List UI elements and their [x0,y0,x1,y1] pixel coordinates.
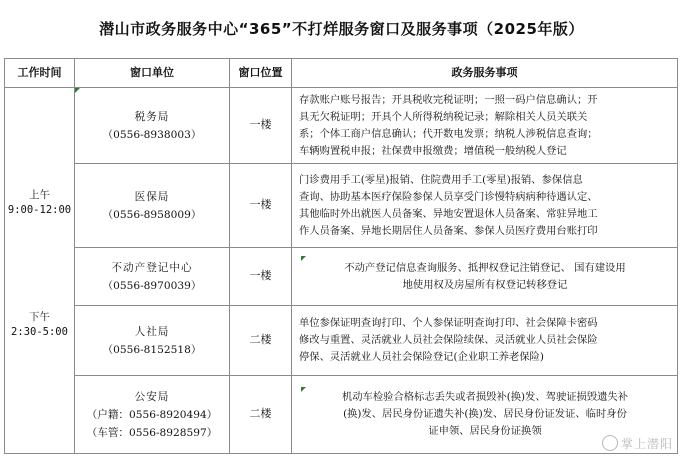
services-cell: 存款账户账号报告；开具税收完税证明；一照一码户信息确认；开 具无欠税证明；开具个人所得税纳税记录；解除相关人员关联关 系；个体工商户信息确认；代开数电发票；纳税人涉税信息查询； 车辆购置税申报；社保费申报缴费；增值税一般纳税人登记 [292,88,678,164]
unit-name: 人社局 [134,325,170,338]
header-work-time: 工作时间 [5,59,75,88]
floor-cell: 一楼 [230,88,292,164]
unit-cell [75,248,230,306]
unit-phone: （0556-8970039） [102,279,202,292]
morning-hours: 上午 9:00-12:00 [7,189,72,216]
cell-corner-marker [75,88,80,93]
afternoon-hours: 下午 2:30-5:00 [11,311,68,338]
table-row [5,88,678,164]
unit-cell [75,306,230,376]
table-row [5,248,678,306]
unit-name: 不动产登记中心 [111,261,193,274]
table-row [5,376,678,454]
watermark: 掌上潜阳 [602,435,673,452]
unit-cell [75,164,230,248]
header-window-location: 窗口位置 [230,59,292,88]
unit-name: 公安局 [134,390,170,403]
services-cell: 不动产登记信息查询服务、抵押权登记注销登记、 国有建设用 地使用权及房屋所有权登记转移登记 [292,248,678,306]
unit-phone: （0556-8152518） [102,343,202,356]
table-header-row [5,59,678,88]
unit-name: 税务局 [134,110,170,123]
unit-phone: （0556-8958009） [102,208,202,221]
services-cell: 门诊费用手工(零星)报销、住院费用手工(零星)报销、参保信息 查询、协助基本医疗保险参保人员享受门诊慢特病病种待遇认定、 其他临时外出就医人员备案、异地安置退休人员备案、常驻异地工 作人员备案、异地长期居住人员备案、参保人员医疗费用台账打印 [292,164,678,248]
service-table [4,58,678,454]
unit-phone: （0556-8938003） [102,128,202,141]
floor-cell: 一楼 [230,248,292,306]
header-services: 政务服务事项 [292,59,678,88]
services-cell: 机动车检验合格标志丢失或者损毁补(换)发、驾驶证损毁遗失补 (换)发、居民身份证遗失补(换)发、居民身份证发证、临时身份 证申领、居民身份证换领 [292,376,678,454]
work-time-cell [5,88,75,454]
unit-phone: （车管：0556-8928597） [86,426,218,439]
floor-cell: 二楼 [230,306,292,376]
watermark-logo-icon [602,435,618,451]
floor-cell: 一楼 [230,164,292,248]
cell-corner-marker [301,387,306,392]
table-row [5,306,678,376]
page-title: 潜山市政务服务中心“365”不打烊服务窗口及服务事项（2025年版） [99,19,584,38]
floor-cell: 二楼 [230,376,292,454]
unit-cell [75,376,230,454]
header-window-unit: 窗口单位 [75,59,230,88]
cell-corner-marker [301,256,306,261]
unit-cell [75,88,230,164]
services-cell: 单位参保证明查询打印、个人参保证明查询打印、社会保障卡密码 修改与重置、灵活就业人员社会保险续保、灵活就业人员社会保险 停保、灵活就业人员社会保险登记(企业职工养老保险) [292,306,678,376]
table-row [5,164,678,248]
unit-phone: （户籍：0556-8920494） [86,408,218,421]
unit-name: 医保局 [134,190,170,203]
